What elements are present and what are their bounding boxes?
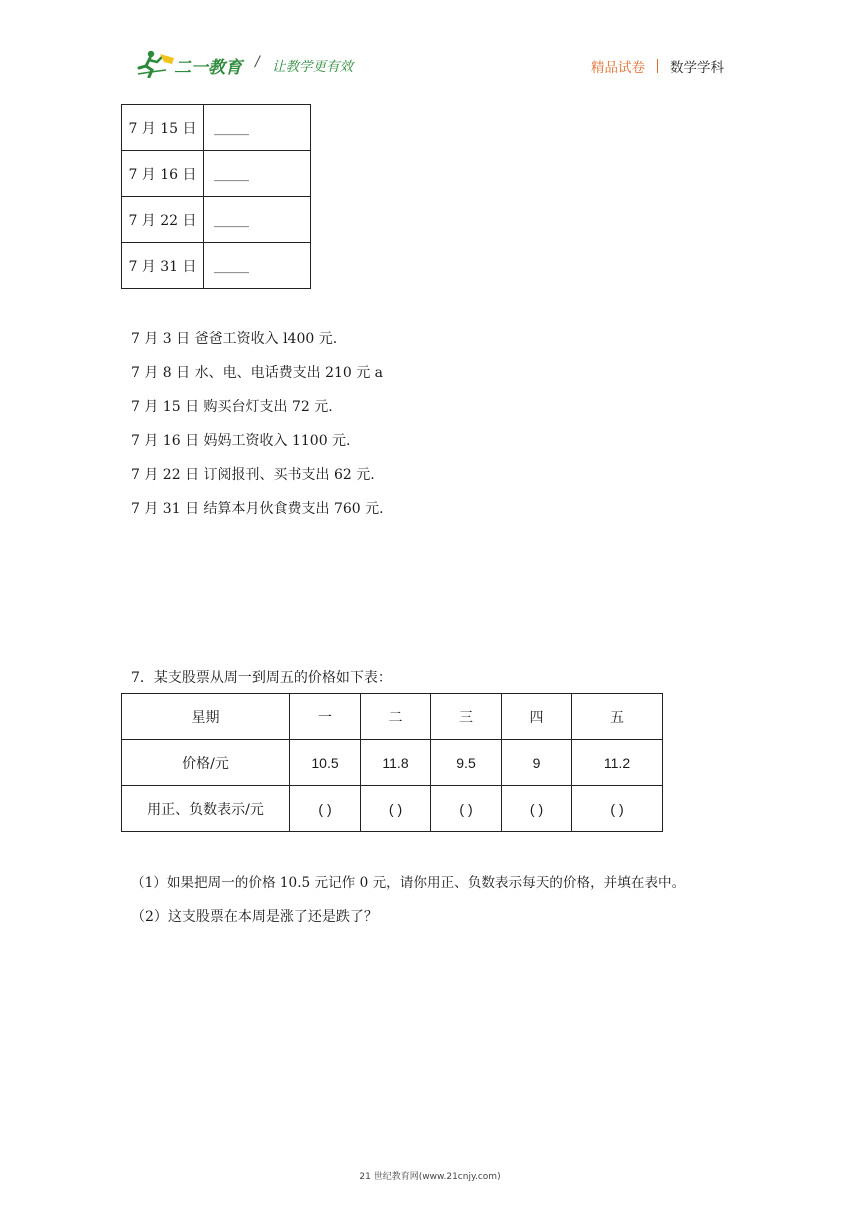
record-line: 7 月 15 日 购买台灯支出 72 元. bbox=[131, 399, 333, 415]
date-cell: 7 月 16 日 bbox=[122, 151, 204, 197]
record-line: 7 月 31 日 结算本月伙食费支出 760 元. bbox=[131, 501, 384, 517]
record-line: 7 月 3 日 爸爸工资收入 l400 元. bbox=[131, 331, 338, 347]
subject-label: 数学学科 bbox=[670, 60, 724, 76]
weekday-cell: 三 bbox=[431, 694, 502, 740]
quality-label: 精品试卷 bbox=[591, 60, 645, 76]
answer-parens: ( ) bbox=[502, 786, 572, 832]
answer-parens: ( ) bbox=[361, 786, 431, 832]
price-cell: 9.5 bbox=[431, 740, 502, 786]
answer-blank: _____ bbox=[204, 105, 311, 151]
row-header: 星期 bbox=[122, 694, 290, 740]
table-row bbox=[122, 151, 311, 197]
price-row bbox=[122, 740, 663, 786]
weekday-cell: 二 bbox=[361, 694, 431, 740]
header-divider bbox=[657, 59, 658, 73]
table-row bbox=[122, 105, 311, 151]
answer-blank: _____ bbox=[204, 151, 311, 197]
price-cell: 10.5 bbox=[290, 740, 361, 786]
question-7-part-2: （2）这支股票在本周是涨了还是跌了？ bbox=[131, 909, 378, 925]
header-tags bbox=[591, 56, 724, 76]
answer-parens: ( ) bbox=[572, 786, 663, 832]
brand-name: 二一教育 bbox=[174, 58, 242, 78]
page-footer: 21 世纪教育网(www.21cnjy.com) bbox=[359, 1172, 501, 1182]
row-header: 用正、负数表示/元 bbox=[122, 786, 290, 832]
record-line: 7 月 22 日 订阅报刊、买书支出 62 元. bbox=[131, 467, 375, 483]
table-row bbox=[122, 243, 311, 289]
brand-slogan: 让教学更有效 bbox=[272, 59, 353, 75]
question-7-part-1: （1）如果把周一的价格 10.5 元记作 0 元，请你用正、负数表示每天的价格，并填在表中。 bbox=[131, 875, 686, 891]
answer-blank: _____ bbox=[204, 243, 311, 289]
answer-blank: _____ bbox=[204, 197, 311, 243]
income-expense-table bbox=[121, 104, 311, 289]
date-cell: 7 月 31 日 bbox=[122, 243, 204, 289]
weekday-cell: 五 bbox=[572, 694, 663, 740]
row-header: 价格/元 bbox=[122, 740, 290, 786]
date-cell: 7 月 15 日 bbox=[122, 105, 204, 151]
record-line: 7 月 8 日 水、电、电话费支出 210 元 a bbox=[131, 365, 384, 381]
runner-logo-icon bbox=[136, 50, 176, 78]
answer-parens: ( ) bbox=[290, 786, 361, 832]
answer-parens: ( ) bbox=[431, 786, 502, 832]
signed-number-row bbox=[122, 786, 663, 832]
weekday-cell: 一 bbox=[290, 694, 361, 740]
record-line: 7 月 16 日 妈妈工资收入 1100 元. bbox=[131, 433, 351, 449]
weekday-cell: 四 bbox=[502, 694, 572, 740]
price-cell: 9 bbox=[502, 740, 572, 786]
page-header bbox=[0, 0, 860, 90]
slogan-divider: / bbox=[255, 54, 260, 70]
price-cell: 11.8 bbox=[361, 740, 431, 786]
stock-price-table bbox=[121, 693, 663, 832]
question-7-title: 7．某支股票从周一到周五的价格如下表： bbox=[131, 670, 392, 686]
price-cell: 11.2 bbox=[572, 740, 663, 786]
table-row bbox=[122, 197, 311, 243]
date-cell: 7 月 22 日 bbox=[122, 197, 204, 243]
weekday-row bbox=[122, 694, 663, 740]
